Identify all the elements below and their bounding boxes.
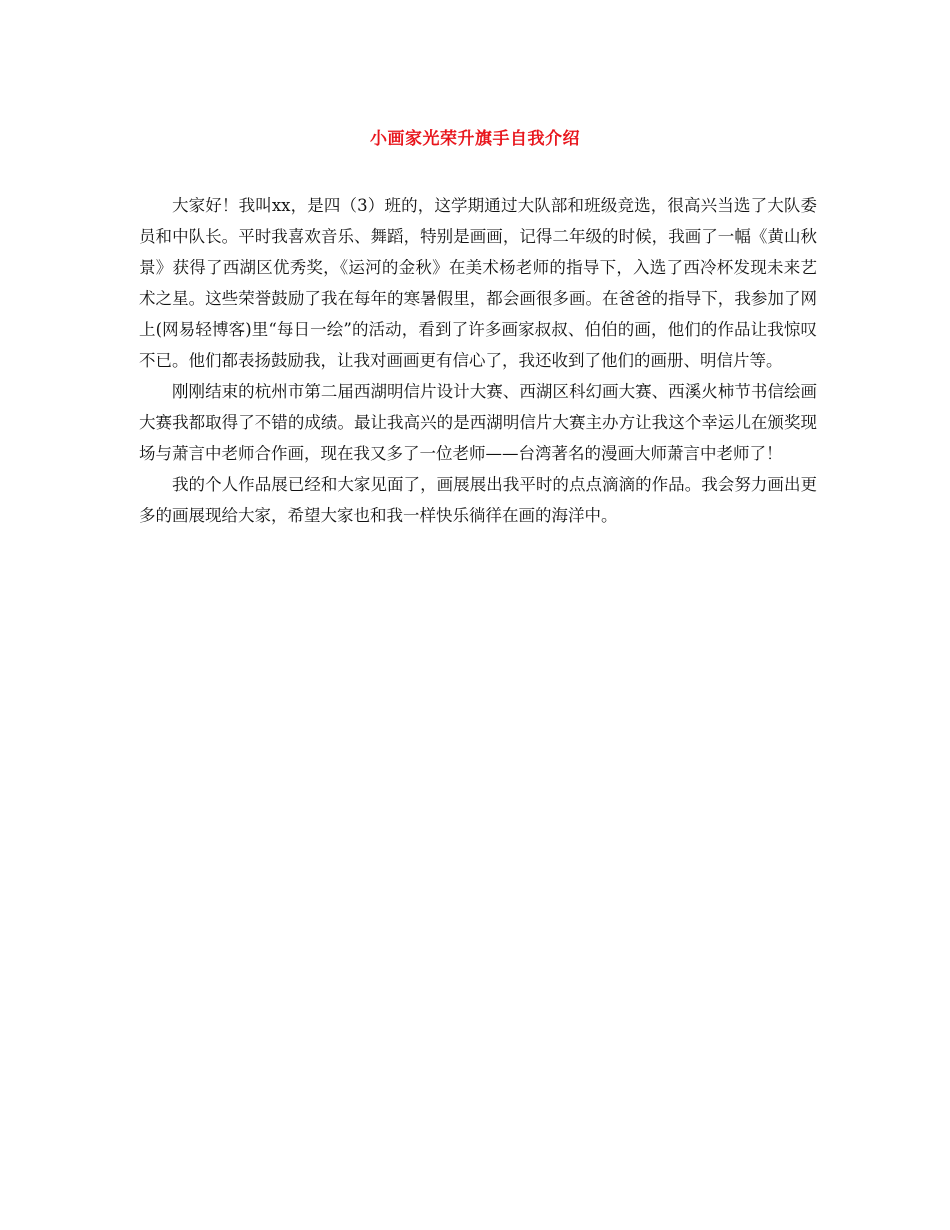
- paragraph: 刚刚结束的杭州市第二届西湖明信片设计大赛、西湖区科幻画大赛、西溪火柿节书信绘画大赛我都取得了不错的成绩。最让我高兴的是西湖明信片大赛主办方让我这个幸运儿在颁奖现场与萧言中老师合作画，现在我又多了一位老师——台湾著名的漫画大师萧言中老师了！: [139, 382, 817, 463]
- paragraph: 我的个人作品展已经和大家见面了，画展展出我平时的点点滴滴的作品。我会努力画出更多的画展现给大家，希望大家也和我一样快乐徜徉在画的海洋中。: [139, 475, 817, 525]
- document-title: 小画家光荣升旗手自我介绍: [370, 129, 580, 149]
- paragraph: 大家好！我叫xx，是四（3）班的，这学期通过大队部和班级竞选，很高兴当选了大队委员和中队长。平时我喜欢音乐、舞蹈，特别是画画，记得二年级的时候，我画了一幅《黄山秋景》获得了西湖区优秀奖，《运河的金秋》在美术杨老师的指导下，入选了西冷杯发现未来艺术之星。这些荣誉鼓励了我在每年的寒暑假里，都会画很多画。在爸爸的指导下，我参加了网上(网易轻博客)里“每日一绘”的活动，看到了许多画家叔叔、伯伯的画，他们的作品让我惊叹不已。他们都表扬鼓励我，让我对画画更有信心了，我还收到了他们的画册、明信片等。: [139, 196, 817, 370]
- document-body: [139, 190, 817, 531]
